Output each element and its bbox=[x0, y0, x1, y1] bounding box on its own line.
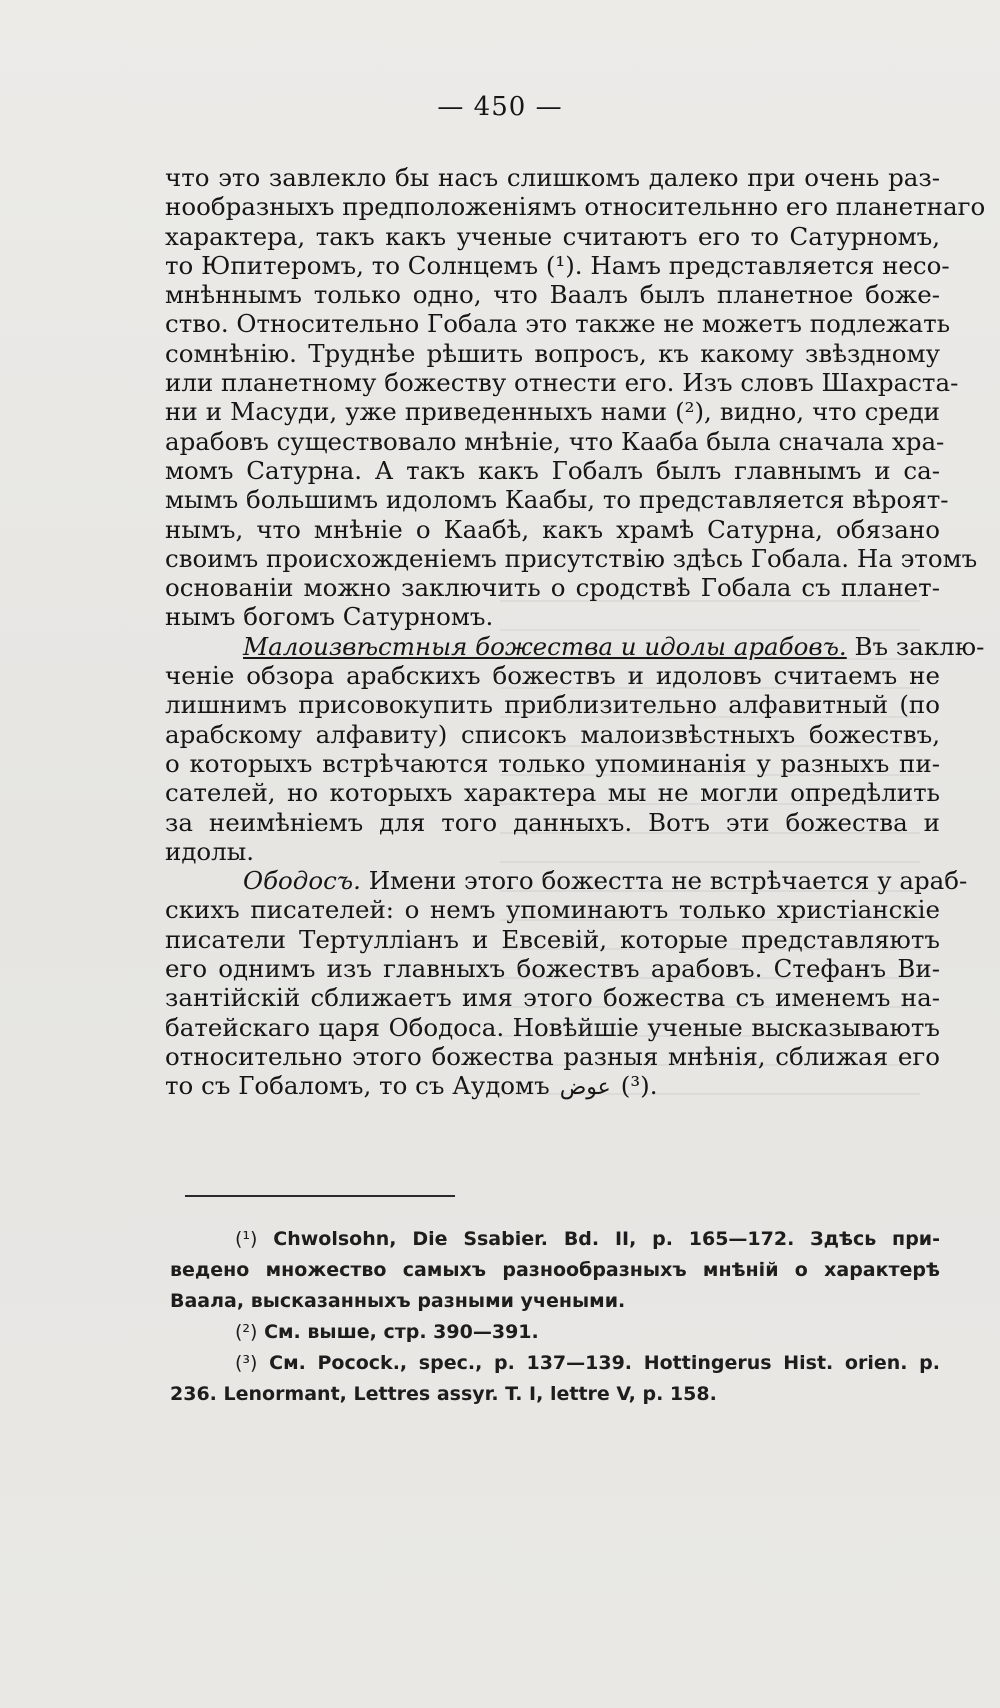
text-line: за неимѣніемъ для того данныхъ. Вотъ эти божества и bbox=[165, 807, 940, 837]
text-line: что это завлекло бы насъ слишкомъ далеко при очень раз- bbox=[165, 163, 940, 192]
text-line: момъ Сатурна. А такъ какъ Гобалъ былъ главнымъ и са- bbox=[165, 455, 940, 485]
text-line: относительно этого божества разныя мнѣнія, сближая его bbox=[165, 1041, 940, 1071]
entry-heading: Ободосъ. bbox=[243, 866, 361, 896]
footnote-mark: (³) bbox=[235, 1352, 258, 1374]
paragraph-obodas bbox=[165, 866, 968, 1101]
text-line: зантійскій сближаетъ имя этого божества съ именемъ на- bbox=[165, 983, 940, 1013]
text-fragment: то съ Гобаломъ, то съ Аудомъ bbox=[165, 1071, 550, 1101]
text-fragment: Имени этого божестта не встрѣчается у араб- bbox=[360, 866, 968, 896]
footnote-line: ведено множество самыхъ разнообразныхъ мнѣній о характерѣ bbox=[170, 1259, 940, 1281]
text-line: сомнѣнію. Труднѣе рѣшить вопросъ, къ какому звѣздному bbox=[165, 338, 940, 368]
footnote-line: 236. Lenormant, Lettres assyr. T. I, lettre V, p. 158. bbox=[170, 1383, 717, 1405]
paragraph-lesser-deities bbox=[165, 631, 985, 866]
text-line: характера, такъ какъ ученые считаютъ его то Сатурномъ, bbox=[165, 221, 940, 251]
footnote-text: См. Pocock., spec., p. 137—139. Hottingerus Hist. orien. p. bbox=[257, 1352, 940, 1374]
text-line: писатели Тертулліанъ и Евсевій, которые представляютъ bbox=[165, 924, 940, 954]
text-fragment: Въ заклю- bbox=[846, 631, 985, 661]
footnote-3 bbox=[170, 1348, 940, 1410]
text-line: мнѣннымъ только одно, что Ваалъ былъ планетное боже- bbox=[165, 280, 940, 310]
text-line: лишнимъ присовокупить приблизительно алфавитный (по bbox=[165, 690, 940, 720]
text-line: о которыхъ встрѣчаются только упоминанія у разныхъ пи- bbox=[165, 748, 940, 778]
text-line: своимъ происхожденіемъ присутствію здѣсь Гобала. На этомъ bbox=[165, 543, 978, 573]
text-line: ни и Масуди, уже приведенныхъ нами (²), видно, что среди bbox=[165, 397, 940, 427]
text-line: арабскому алфавиту) списокъ малоизвѣстныхъ божествъ, bbox=[165, 719, 940, 749]
text-line: идолы. bbox=[165, 836, 255, 866]
footnote-mark: (²) bbox=[235, 1321, 258, 1343]
footnote-text: Chwolsohn, Die Ssabier. Bd. II, p. 165—172. Здѣсь при- bbox=[257, 1228, 940, 1250]
page-number: — 450 — bbox=[437, 92, 563, 122]
text-line: ченіе обзора арабскихъ божествъ и идоловъ считаемъ не bbox=[165, 661, 940, 691]
text-line: основаніи можно заключить о сродствѣ Гобала съ планет- bbox=[165, 573, 940, 603]
text-line: нымъ, что мнѣніе о Каабѣ, какъ храмѣ Сатурна, обязано bbox=[165, 514, 940, 544]
footnote-line: Ваала, высказанныхъ разными учеными. bbox=[170, 1290, 626, 1312]
footnote-separator bbox=[185, 1195, 455, 1197]
text-line: ство. Относительно Гобала это также не можетъ подлежать bbox=[165, 309, 951, 339]
text-line: сателей, но которыхъ характера мы не могли опредѣлить bbox=[165, 778, 940, 808]
text-line bbox=[165, 866, 968, 896]
arabic-word: عوض bbox=[559, 1075, 611, 1101]
footnote-1 bbox=[170, 1224, 940, 1317]
text-line: батейскаго царя Ободоса. Новѣйшіе ученые высказываютъ bbox=[165, 1012, 940, 1042]
text-line bbox=[165, 1071, 940, 1100]
text-line: мымъ большимъ идоломъ Каабы, то представляется вѣроят- bbox=[165, 485, 949, 515]
text-line: нымъ богомъ Сатурномъ. bbox=[165, 602, 494, 632]
footnote-2 bbox=[170, 1317, 940, 1348]
text-line: скихъ писателей: о немъ упоминаютъ только христіанскіе bbox=[165, 895, 940, 925]
text-line bbox=[165, 631, 985, 661]
footnote-ref: (³). bbox=[620, 1071, 658, 1101]
section-heading: Малоизвѣстныя божества и идолы арабовъ. bbox=[243, 631, 847, 661]
text-line: то Юпитеромъ, то Солнцемъ (¹). Намъ представляется несо- bbox=[165, 250, 950, 280]
footnotes bbox=[170, 1224, 940, 1410]
footnote-line bbox=[170, 1317, 940, 1348]
main-text bbox=[165, 163, 986, 1101]
text-line: нообразныхъ предположеніямъ относительнно его планетнаго bbox=[165, 192, 986, 222]
text-line: или планетному божеству отнести его. Изъ словъ Шахраста- bbox=[165, 368, 959, 398]
footnote-mark: (¹) bbox=[235, 1228, 258, 1250]
text-line: его однимъ изъ главныхъ божествъ арабовъ. Стефанъ Ви- bbox=[165, 954, 940, 984]
paragraph-hubal bbox=[165, 163, 986, 632]
footnote-line bbox=[170, 1224, 940, 1255]
text-line: арабовъ существовало мнѣніе, что Кааба была сначала хра- bbox=[165, 426, 945, 456]
footnote-line bbox=[170, 1348, 940, 1379]
footnote-text: См. выше, стр. 390—391. bbox=[257, 1321, 539, 1343]
